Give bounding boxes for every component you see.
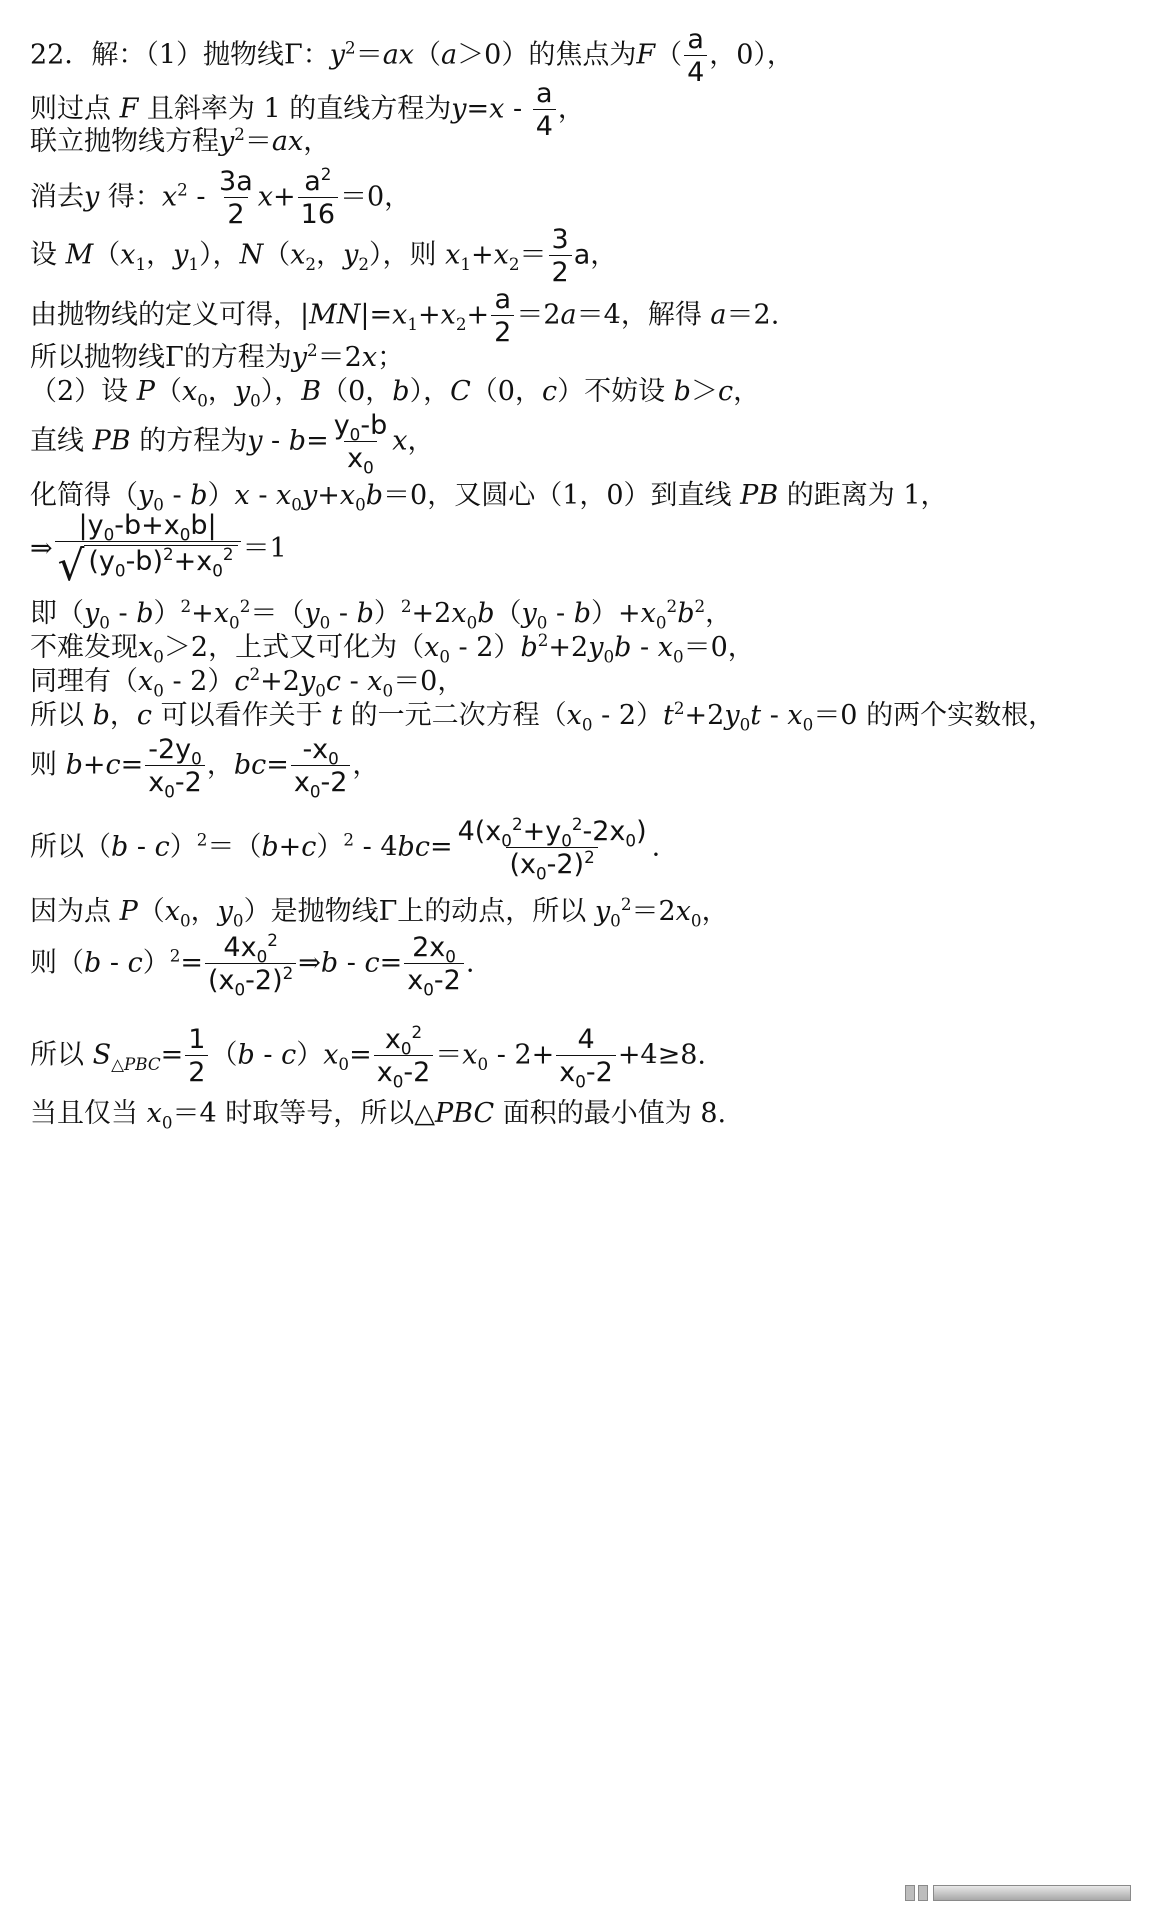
fraction: $\frac{4(x_0^2+y_0^2-2x_0)}{(x_0-2)^2}$: [457, 814, 647, 884]
line-17: 所以$(b - c)^2=(b+c)^2 - 4bc=$ $\frac{4(x_0^2+y_0^2-2x_0)}{(x_0-2)^2}$ .: [30, 814, 661, 884]
scroll-track[interactable]: [933, 1885, 1131, 1901]
line-15: 所以 b，c 可以看作关于 t 的一元二次方程$(x_0 - 2)t^2+2y_0t - x_0=0$ 的两个实数根，: [30, 698, 1056, 735]
fraction: $\frac{a}{2}$: [491, 286, 514, 346]
fraction: $\frac{3}{2}$: [549, 226, 572, 286]
fraction: $\frac{2x_0}{x_0-2}$: [404, 934, 464, 994]
scroll-handle-right[interactable]: [918, 1885, 928, 1901]
fraction: $\frac{-2y_0}{x_0-2}$: [145, 736, 205, 796]
fraction: $\frac{a}{4}$: [684, 26, 707, 86]
line-7: 所以抛物线Γ的方程为$y^2=2x$；: [30, 340, 405, 373]
line-13: 不难发现$x_0>2$，上式又可化为$(x_0 - 2)b^2+2y_0b - x_0=0$，: [30, 630, 755, 667]
fraction: $\frac{1}{2}$: [185, 1026, 208, 1086]
scrollbar[interactable]: [905, 1880, 1141, 1904]
line-11: ⇒ $|y_0-b+x_0b|$ √ $(y_0-b)^2+x_0^2$ ＝1: [30, 510, 287, 590]
fraction: $|y_0-b+x_0b|$ √ $(y_0-b)^2+x_0^2$: [55, 512, 241, 587]
line-2: 则过点 F 且斜率为 1 的直线方程为y=x - $\frac{a}{4}$ ，: [30, 78, 585, 142]
fraction: $\frac{y_0-b}{x_0}$: [333, 410, 388, 478]
fraction: $\frac{x_0^2}{x_0-2}$: [374, 1026, 434, 1086]
line-21: 当且仅当 $x_0=4$ 时取等号，所以△PBC 面积的最小值为 8.: [30, 1098, 727, 1133]
line-1: 22．解：（1）抛物线Γ：$y^2=ax(a>0)$的焦点为F（ $\frac{a}{4}$ ，0），: [30, 24, 794, 88]
scroll-handle-left[interactable]: [905, 1885, 915, 1901]
line-5: 设 $M(x_1$，$y_1$），$N(x_2$，$y_2$），则 $x_1+x_2=$ $\frac{3}{2}$ a，: [30, 224, 618, 288]
line-20: 所以 $S_{\triangle PBC}=$ $\frac{1}{2}$ $(b - c)x_0=$ $\frac{x_0^2}{x_0-2}$ $=x_0 - 2+$ $\frac{4}{x_0-2}$ +4≥8.: [30, 1022, 706, 1092]
fraction: $\frac{4x_0^2}{(x_0-2)^2}$: [205, 934, 296, 994]
line-3: 联立抛物线方程$y^2=ax$，: [30, 124, 331, 157]
line-12: 即$(y_0 - b)^2+x_0^2=(y_0 - b)^2+2x_0b(y_0 - b)+x_0^2b^2$，: [30, 596, 733, 633]
fraction: $\frac{a^2}{16}$: [298, 168, 338, 228]
line-4: 消去y 得：$x^2$ - $\frac{3a}{2}$ x+ $\frac{a^2}{16}$ ＝0，: [30, 164, 412, 230]
fraction: $\frac{4}{x_0-2}$: [556, 1026, 616, 1086]
line-10: 化简得$(y_0 - b)x - x_0y+x_0b=0$，又圆心（1，0）到直线 PB 的距离为 1，: [30, 480, 948, 515]
line-18: 因为点 $P(x_0$，$y_0$）是抛物线Γ上的动点，所以 $y_0^2=2x_0$，: [30, 894, 729, 931]
fraction: $\frac{-x_0}{x_0-2}$: [291, 736, 351, 796]
line-6: 由抛物线的定义可得，$|MN|=x_1+x_2+$ $\frac{a}{2}$ ＝2a＝4，解得 a＝2.: [30, 284, 780, 348]
fraction: $\frac{3a}{2}$: [219, 166, 253, 230]
line-16: 则 b+c= $\frac{-2y_0}{x_0-2}$ ，bc= $\frac{-x_0}{x_0-2}$ ，: [30, 734, 380, 802]
fraction: $\frac{a}{4}$: [533, 80, 556, 140]
line-19: 则（b - c）$^2$= $\frac{4x_0^2}{(x_0-2)^2}$ ⇒b - c= $\frac{2x_0}{x_0-2}$ .: [30, 930, 475, 1000]
line-8: （2）设 $P(x_0$，$y_0$），B（0，b），C（0，c）不妨设 b＞c，: [30, 376, 761, 411]
line-9: 直线 PB 的方程为y - b= $\frac{y_0-b}{x_0}$ x，: [30, 410, 435, 478]
line-14: 同理有$(x_0 - 2)c^2+2y_0c - x_0=0$，: [30, 664, 465, 701]
